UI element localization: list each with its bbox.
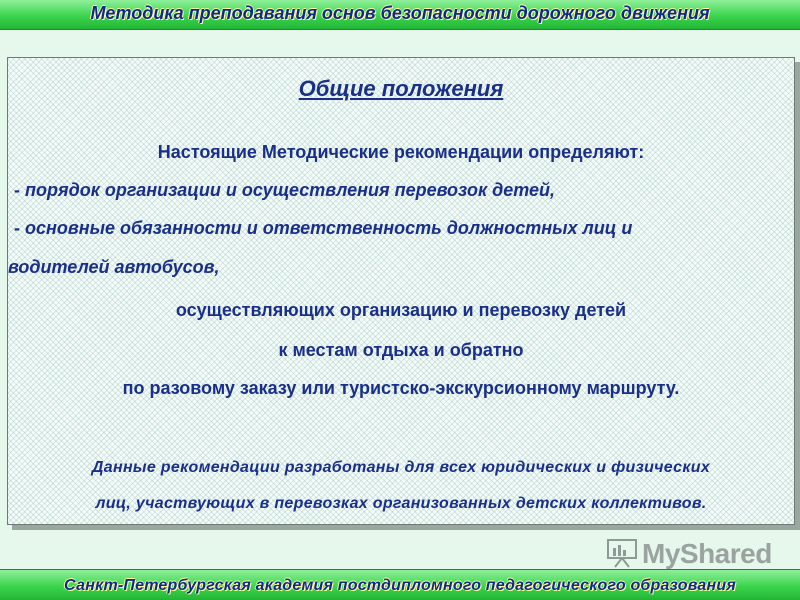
bottom-footer-bar [0,569,800,600]
list-dash: - [14,218,20,238]
footer-title: Санкт-Петербургская академия постдипломного педагогического образования [64,577,736,594]
list-item [8,218,794,239]
list-item-continuation: водителей автобусов, [8,257,220,277]
header-title: Методика преподавания основ безопасности дорожного движения [90,3,710,23]
content-panel [7,57,795,525]
presentation-board-icon [606,538,638,568]
list-item-text: порядок организации и осуществления перевозок детей, [25,180,556,200]
list-item-text: основные обязанности и ответственность должностных лиц и [25,218,633,238]
body-line: по разовому заказу или туристско-экскурсионному маршруту. [122,378,680,398]
intro-text: Настоящие Методические рекомендации определяют: [157,142,645,162]
body-line: осуществляющих организацию и перевозку детей [175,300,627,320]
watermark-logo [606,538,772,572]
note-line: Данные рекомендации разработаны для всех юридических и физических [91,459,711,476]
section-heading: Общие положения [298,76,504,101]
note-line: лиц, участвующих в перевозках организованных детских коллективов. [95,495,707,512]
top-header-bar [0,0,800,30]
body-line: к местам отдыха и обратно [278,340,524,360]
list-item [8,180,794,201]
list-dash: - [14,180,20,200]
watermark-text: MyShared [642,538,772,569]
